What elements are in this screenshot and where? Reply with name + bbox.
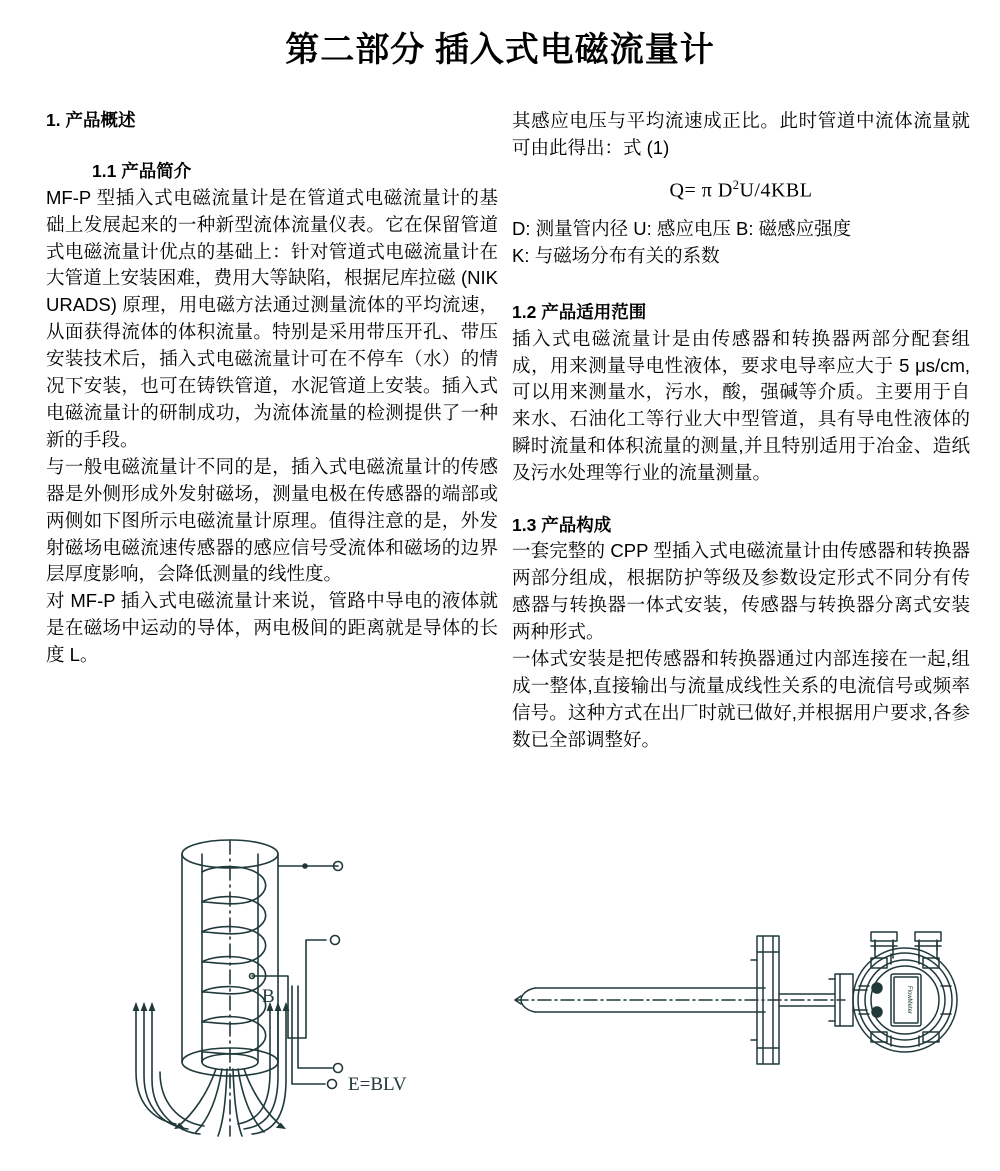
figure-principle-diagram [120, 836, 450, 1166]
formula-flow-rate [512, 162, 970, 217]
converter-housing [853, 948, 957, 1052]
formula-legend-line-1: D: 测量管内径 U: 感应电压 B: 磁感应强度 [512, 218, 852, 240]
paragraph-composition-a: 一套完整的 CPP 型插入式电磁流量计由传感器和转换器两部分组成，根据防护等级及参数设定形式不同分有传感器与转换器一体式安装，传感器与转换器分离式安装两种形式。 [512, 540, 970, 643]
formula-lead: Q= π D [669, 179, 733, 202]
spacer [46, 133, 498, 159]
coil-winding [202, 867, 266, 1062]
subsection-heading-1-3: 1.3 产品构成 [512, 515, 612, 536]
formula-legend-line-2: K: 与磁场分布有关的系数 [512, 245, 720, 267]
cable-entry-left [871, 932, 897, 958]
paragraph-application-scope: 插入式电磁流量计是由传感器和转换器两部分配套组成，用来测量导电性液体，要求电导率应大于 5 μs/cm, 可以用来测量水，污水，酸，强碱等介质。主要用于自来水、石油化工等行业大中型管道，具有导电性液体的瞬时流量和体积流量的测量,并且特别适用于冶金、造纸及污水处理等行业的流量测量。 [512, 327, 970, 484]
paragraph-composition-b: 一体式安装是把传感器和转换器通过内部连接在一起,组成一整体,直接输出与流量成线性关系的电流信号或频率信号。这种方式在出厂时就已做好,并根据用户要求,各参数已全部调整好。 [512, 648, 970, 750]
right-column [512, 108, 970, 754]
paragraph-product-intro-1: MF-P 型插入式电磁流量计是在管道式电磁流量计的基础上发展起来的一种新型流体流量仪表。它在保留管道式电磁流量计优点的基础上：针对管道式电磁流量计在大管道上安装困难，费用大等缺陷，根据尼库拉磁 (NIKURADS) 原理，用电磁方法通过测量流体的平均流速，从面获得流体的体积流量。特别是采用带压开孔、带压安装技术后，插入式电磁流量计可在不停车（水）的情况下安装，也可在铸铁管道，水泥管道上安装。插入式电磁流量计的研制成功，为流体流量的检测提供了一种新的手段。 [46, 186, 498, 450]
formula-exponent: 2 [732, 177, 740, 192]
subsection-heading-1-1: 1.1 产品简介 [92, 161, 192, 182]
display-window [891, 974, 921, 1026]
section-heading-1: 1. 产品概述 [46, 110, 136, 130]
indicator-buttons [872, 983, 882, 1017]
spacer [512, 270, 970, 300]
coil-terminal-top [278, 862, 343, 871]
principle-diagram-svg [120, 836, 450, 1166]
flowmeter-assembly-svg [495, 930, 965, 1080]
page-title: 第二部分 插入式电磁流量计 [285, 32, 715, 69]
paragraph-product-intro-2: 与一般电磁流量计不同的是，插入式电磁流量计的传感器是外侧形成外发射磁场，测量电极在传感器的端部或两侧如下图所示电磁流量计原理。值得注意的是，外发射磁场电磁流速传感器的感应信号受流体和磁场的边界层厚度影响，会降低测量的线性度。 [46, 455, 498, 585]
label-emf-equation: E=BLV [348, 1074, 407, 1095]
field-arrow-heads-left [133, 1002, 156, 1011]
paragraph-product-intro-3: 对 MF-P 插入式电磁流量计来说，管路中导电的液体就是在磁场中运动的导体，两电极间的距离就是导体的长度 L。 [46, 590, 498, 666]
label-magnetic-field-b: B [262, 986, 275, 1007]
brand-nameplate-text: FlowMeter [906, 985, 912, 1015]
housing-segments [859, 954, 951, 1046]
field-lines-left [136, 1004, 204, 1134]
left-column [46, 108, 498, 669]
paragraph-induced-voltage: 其感应电压与平均流速成正比。此时管道中流体流量就可由此得出：式 (1) [512, 110, 970, 158]
formula-tail: U/4KBL [739, 179, 813, 202]
subsection-heading-1-2: 1.2 产品适用范围 [512, 302, 647, 323]
figure-flowmeter-assembly [495, 930, 965, 1080]
spacer [512, 487, 970, 513]
